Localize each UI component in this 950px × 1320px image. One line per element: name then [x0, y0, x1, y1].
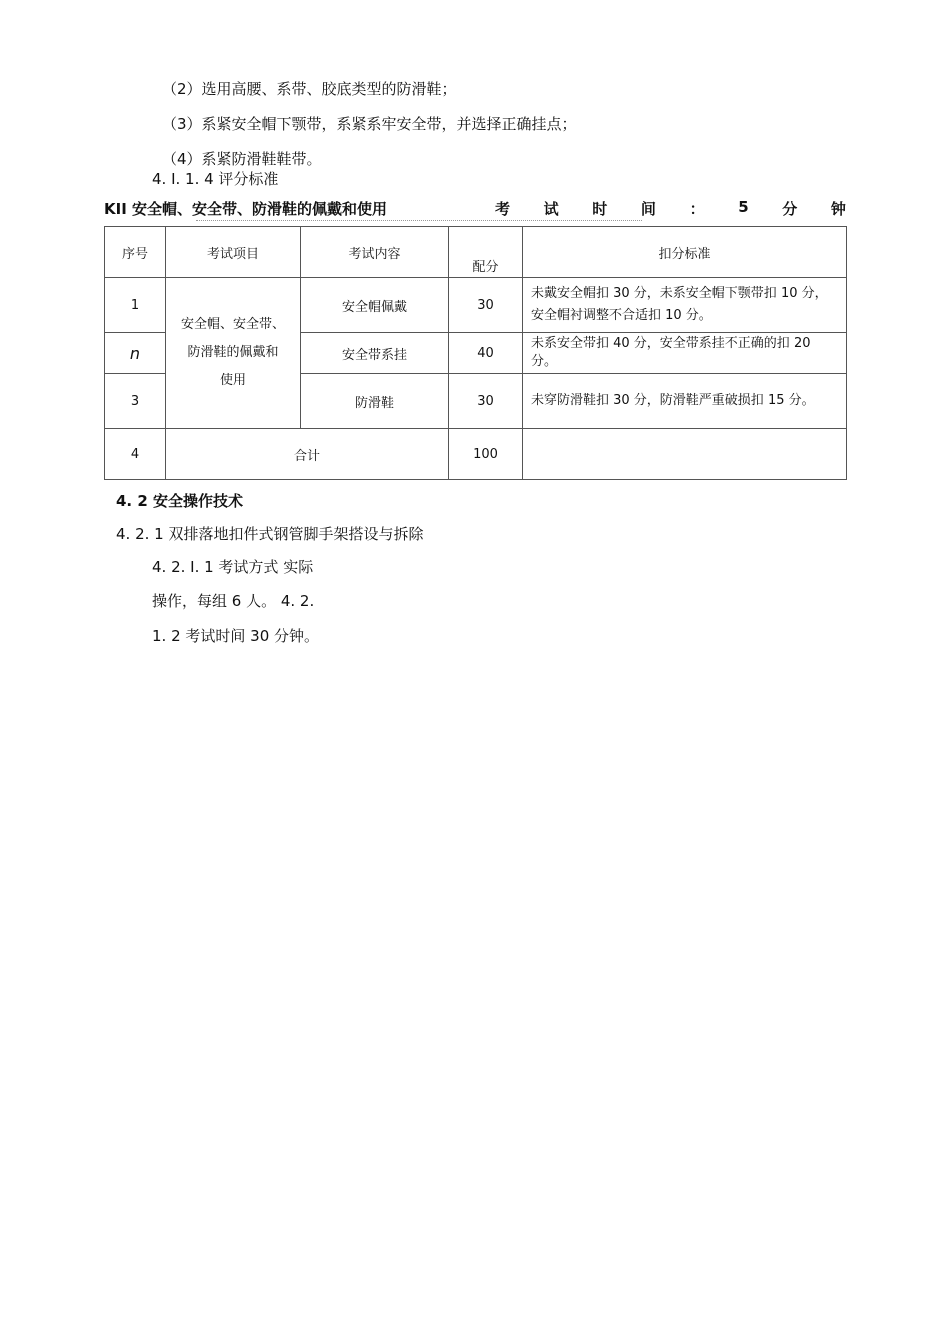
exam-time-char: 试 [543, 200, 559, 218]
header-content: 考试内容 [301, 227, 449, 278]
total-score: 100 [449, 429, 523, 480]
total-standard [523, 429, 847, 480]
table-title: KII 安全帽、安全带、防滑鞋的佩戴和使用 [104, 200, 388, 218]
exam-time-char: 5 [738, 198, 749, 216]
title-underline [196, 220, 642, 221]
exam-time-char: 间 [640, 200, 656, 218]
header-score: 配分 [449, 227, 523, 278]
section-heading-4114: 4. I. 1. 4 评分标准 [152, 170, 279, 188]
exam-item-line: 防滑鞋的佩戴和 [187, 345, 279, 360]
paragraph-line: 1. 2 考试时间 30 分钟。 [152, 627, 320, 645]
paragraph-line: 操作，每组 6 人。 4. 2. [152, 592, 315, 610]
merged-exam-item [166, 278, 301, 429]
row-no: n [105, 333, 166, 374]
table-total-row [105, 429, 847, 480]
list-item-3: （3）系紧安全帽下颚带，系紧系牢安全带，并选择正确挂点； [162, 115, 577, 133]
row-content: 防滑鞋 [301, 374, 449, 429]
exam-time-char: 时 [592, 200, 608, 218]
header-item: 考试项目 [166, 227, 301, 278]
header-no: 序号 [105, 227, 166, 278]
row-score: 30 [449, 278, 523, 333]
row-no: 3 [105, 374, 166, 429]
paragraph-line: 4. 2. I. 1 考试方式 实际 [152, 558, 314, 576]
total-no: 4 [105, 429, 166, 480]
exam-time-char: ： [689, 200, 705, 218]
scoring-table [104, 226, 847, 480]
row-standard: 未穿防滑鞋扣 30 分，防滑鞋严重破损扣 15 分。 [523, 374, 847, 429]
list-item-4: （4）系紧防滑鞋鞋带。 [162, 150, 322, 168]
header-standard: 扣分标准 [523, 227, 847, 278]
row-content: 安全帽佩戴 [301, 278, 449, 333]
row-content: 安全带系挂 [301, 333, 449, 374]
list-item-2: （2）选用高腰、系带、胶底类型的防滑鞋； [162, 80, 457, 98]
section-heading-421: 4. 2. 1 双排落地扣件式钢管脚手架搭设与拆除 [116, 525, 424, 543]
exam-time-char: 钟 [830, 200, 846, 218]
table-title-row [104, 198, 846, 220]
table-header-row [105, 227, 847, 278]
exam-time-label [495, 198, 846, 219]
exam-item-line: 安全帽、安全带、 [180, 317, 285, 332]
row-standard: 未系安全带扣 40 分，安全带系挂不正确的扣 20 分。 [523, 333, 847, 374]
total-label: 合计 [166, 429, 449, 480]
section-heading-42: 4. 2 安全操作技术 [116, 492, 244, 510]
row-score: 40 [449, 333, 523, 374]
table-row [105, 278, 847, 333]
row-standard: 未戴安全帽扣 30 分，未系安全帽下颚带扣 10 分，安全帽衬调整不合适扣 10 分。 [523, 278, 847, 333]
exam-time-char: 分 [782, 200, 798, 218]
exam-time-char: 考 [495, 200, 511, 218]
row-score: 30 [449, 374, 523, 429]
row-no: 1 [105, 278, 166, 333]
exam-item-line: 使用 [219, 373, 246, 388]
